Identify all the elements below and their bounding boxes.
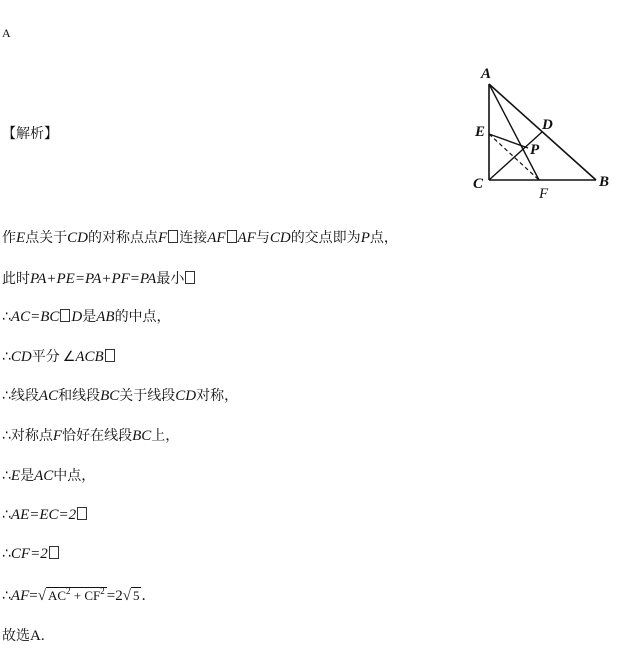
- solution-line-2: 此时PA+PE=PA+PF=PA最小: [2, 270, 196, 288]
- label-f: F: [539, 186, 549, 202]
- missing-glyph-box: [185, 271, 195, 284]
- segment-af: [489, 84, 539, 180]
- section-title: 【解析】: [2, 126, 58, 142]
- solution-line-8: ∴AE=EC=2: [2, 506, 88, 524]
- sqrt-symbol: √: [37, 588, 46, 604]
- label-a: A: [481, 66, 492, 82]
- missing-glyph-box: [60, 309, 70, 322]
- missing-glyph-box: [49, 546, 59, 559]
- solution-line-10: ∴AF=√ $AC^2 + CF^2 =2√$ 5 ．: [2, 586, 156, 604]
- solution-line-4: ∴CD平分 ∠ACB: [2, 348, 116, 366]
- missing-glyph-box: [77, 507, 87, 520]
- label-c: C: [473, 176, 484, 192]
- geometry-figure: [466, 62, 622, 204]
- solution-line-9: ∴CF=2: [2, 545, 60, 563]
- missing-glyph-box: [168, 230, 178, 243]
- solution-line-1: 作E点关于CD的对称点点F 连接AF AF与CD的交点即为P点，: [2, 230, 398, 246]
- segment-pe: [489, 134, 528, 148]
- missing-glyph-box: [227, 230, 237, 243]
- label-d: D: [542, 117, 553, 133]
- solution-line-11: 故选A.: [2, 628, 45, 644]
- solution-line-5: ∴线段AC和线段BC关于线段CD对称，: [2, 388, 239, 404]
- label-e: E: [475, 124, 486, 140]
- solution-line-3: ∴AC=BC D是AB的中点，: [2, 309, 171, 325]
- sqrt-radicand: 5: [132, 588, 140, 603]
- solution-line-7: ∴E是AC中点，: [2, 468, 96, 484]
- sqrt-symbol: √: [122, 588, 131, 604]
- solution-line-6: ∴对称点F恰好在线段BC上，: [2, 428, 180, 444]
- label-p: P: [530, 142, 540, 158]
- answer-letter: A: [2, 26, 11, 40]
- sqrt-radicand: $AC^2 + CF^2$: [47, 586, 105, 603]
- label-b: B: [599, 174, 610, 190]
- missing-glyph-box: [105, 349, 115, 362]
